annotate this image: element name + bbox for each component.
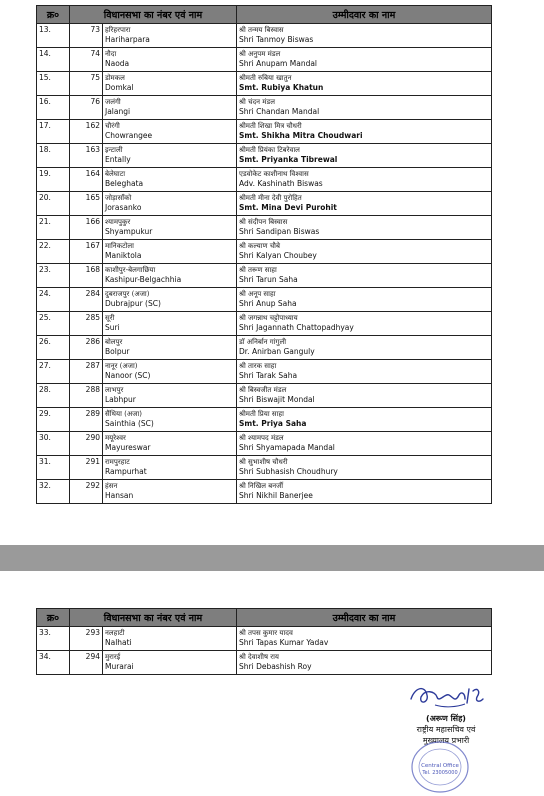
candidate-name-english: Shri Kalyan Choubey [239,251,317,260]
candidate-name-hindi: श्रीमती मीना देवी पुरोहित [239,194,302,202]
table-row [37,336,492,360]
table-row [37,456,492,480]
table-row [37,48,492,72]
constituency-name-hindi: जोड़ासाँको [105,194,132,202]
constituency-number: 294 [70,651,103,675]
candidate-name-hindi: श्री सुभाशीष चौधरी [239,458,288,466]
constituency-name-hindi: इन्टाली [105,146,123,154]
serial-number: 13. [37,24,70,48]
header-candidate: उम्मीदवार का नाम [237,609,492,627]
candidate-name-english: Smt. Priya Saha [239,419,307,428]
candidate-name-hindi: श्री कल्याण चौबे [239,242,280,250]
serial-number: 25. [37,312,70,336]
constituency-number: 290 [70,432,103,456]
serial-number: 16. [37,96,70,120]
candidate-name-hindi: श्री बिस्वजीत मंडल [239,386,287,394]
serial-number: 18. [37,144,70,168]
table-header-row [37,609,492,627]
candidate-name-hindi: श्री अनूप साहा [239,290,276,298]
table-row [37,408,492,432]
constituency-name-english: Kashipur-Belgachhia [105,275,182,284]
constituency-name-english: Nalhati [105,638,132,647]
candidate-cell [237,432,492,456]
constituency-number: 165 [70,192,103,216]
serial-number: 22. [37,240,70,264]
constituency-name-english: Nanoor (SC) [105,371,151,380]
candidate-table-page-2 [36,608,492,675]
candidate-cell [237,312,492,336]
constituency-cell [103,336,237,360]
constituency-name-hindi: रामपुरहाट [105,458,130,466]
handwritten-signature [405,681,487,711]
constituency-number: 287 [70,360,103,384]
candidate-name-hindi: श्री संदीपन बिस्वास [239,218,288,226]
constituency-name-hindi: नौदा [105,50,117,58]
candidate-name-english: Dr. Anirban Ganguly [239,347,315,356]
candidate-name-hindi: श्री तपस कुमार यादव [239,629,293,637]
candidate-cell [237,240,492,264]
header-serial: क्र० [37,609,70,627]
constituency-cell [103,168,237,192]
constituency-name-hindi: डोमकल [105,74,125,82]
candidate-name-hindi: श्री चंदन मंडल [239,98,275,106]
candidate-name-english: Shri Sandipan Biswas [239,227,320,236]
constituency-cell [103,72,237,96]
constituency-cell [103,627,237,651]
constituency-name-english: Dubrajpur (SC) [105,299,161,308]
candidate-table-page-1 [36,5,492,504]
constituency-number: 288 [70,384,103,408]
candidate-name-english: Shri Anupam Mandal [239,59,318,68]
table-row [37,360,492,384]
serial-number: 33. [37,627,70,651]
serial-number: 29. [37,408,70,432]
serial-number: 24. [37,288,70,312]
constituency-number: 293 [70,627,103,651]
candidate-cell [237,480,492,504]
candidate-cell [237,288,492,312]
constituency-name-hindi: मयूरेश्वर [105,434,126,442]
candidate-name-hindi: श्री अनुपम मंडल [239,50,281,58]
constituency-name-hindi: लाभपुर [105,386,124,394]
header-constituency: विधानसभा का नंबर एवं नाम [70,6,237,24]
serial-number: 31. [37,456,70,480]
candidate-name-english: Shri Debashish Roy [239,662,312,671]
table-row [37,192,492,216]
constituency-cell [103,96,237,120]
serial-number: 17. [37,120,70,144]
constituency-name-english: Mayureswar [105,443,151,452]
candidate-cell [237,168,492,192]
serial-number: 23. [37,264,70,288]
serial-number: 14. [37,48,70,72]
candidate-cell [237,360,492,384]
constituency-name-english: Shyampukur [105,227,153,236]
constituency-number: 162 [70,120,103,144]
candidate-name-hindi: श्री निखिल बनर्जी [239,482,284,490]
candidate-cell [237,336,492,360]
document-page-2 [0,571,544,796]
candidate-name-english: Shri Chandan Mandal [239,107,320,116]
candidate-cell [237,384,492,408]
serial-number: 30. [37,432,70,456]
constituency-name-english: Bolpur [105,347,130,356]
candidate-name-english: Smt. Shikha Mitra Choudwari [239,131,363,140]
candidate-name-hindi: श्री तारक साहा [239,362,277,370]
candidate-name-english: Shri Anup Saha [239,299,297,308]
constituency-cell [103,24,237,48]
constituency-cell [103,360,237,384]
candidate-name-english: Shri Shyamapada Mandal [239,443,335,452]
serial-number: 20. [37,192,70,216]
constituency-name-english: Suri [105,323,120,332]
candidate-cell [237,24,492,48]
table-row [37,480,492,504]
constituency-name-hindi: हंसन [105,482,118,490]
constituency-name-english: Hariharpara [105,35,150,44]
table-row [37,240,492,264]
candidate-name-english: Shri Tarak Saha [239,371,298,380]
constituency-number: 167 [70,240,103,264]
constituency-cell [103,264,237,288]
candidate-name-hindi: श्री देवाशीष राय [239,653,279,661]
constituency-name-english: Maniktola [105,251,142,260]
constituency-number: 286 [70,336,103,360]
constituency-name-hindi: हरिहरपारा [105,26,131,34]
candidate-name-english: Adv. Kashinath Biswas [239,179,323,188]
serial-number: 26. [37,336,70,360]
constituency-cell [103,144,237,168]
header-serial: क्र० [37,6,70,24]
constituency-name-hindi: चौरंगी [105,122,120,130]
table-row [37,216,492,240]
constituency-name-hindi: दुबराजपुर (अजा) [105,290,150,298]
constituency-name-hindi: बेलेघाटा [105,170,126,178]
constituency-name-hindi: नलहाटी [105,629,125,637]
constituency-number: 284 [70,288,103,312]
constituency-number: 76 [70,96,103,120]
table-row [37,312,492,336]
constituency-number: 73 [70,24,103,48]
candidate-name-hindi: श्री तन्मय बिस्वास [239,26,284,34]
constituency-cell [103,384,237,408]
candidate-name-english: Smt. Rubiya Khatun [239,83,324,92]
candidate-name-hindi: डॉ अनिर्बान गांगुली [239,338,287,346]
candidate-name-hindi: श्रीमती प्रियंका टिबरेवाल [239,146,300,154]
candidate-name-hindi: एडवोकेट काशीनाथ विश्वास [239,170,309,178]
table-row [37,384,492,408]
candidate-cell [237,216,492,240]
table-row [37,168,492,192]
constituency-name-english: Labhpur [105,395,136,404]
candidate-name-hindi: श्री तरूण साहा [239,266,277,274]
candidate-cell [237,72,492,96]
constituency-number: 163 [70,144,103,168]
candidate-cell [237,192,492,216]
candidate-name-hindi: श्रीमती रुबिया खातुन [239,74,292,82]
constituency-cell [103,480,237,504]
constituency-cell [103,288,237,312]
constituency-name-english: Domkal [105,83,134,92]
constituency-number: 289 [70,408,103,432]
constituency-number: 168 [70,264,103,288]
constituency-cell [103,48,237,72]
serial-number: 34. [37,651,70,675]
candidate-cell [237,48,492,72]
candidate-cell [237,120,492,144]
candidate-cell [237,408,492,432]
constituency-name-hindi: जलंगी [105,98,121,106]
constituency-number: 285 [70,312,103,336]
table-row [37,264,492,288]
candidate-name-hindi: श्री जगन्नाथ चट्टोपाध्याय [239,314,298,322]
constituency-cell [103,432,237,456]
table-row [37,651,492,675]
constituency-name-hindi: सूरी [105,314,115,322]
constituency-name-hindi: मानिकटोला [105,242,134,250]
constituency-number: 166 [70,216,103,240]
header-candidate: उम्मीदवार का नाम [237,6,492,24]
constituency-number: 164 [70,168,103,192]
constituency-cell [103,312,237,336]
constituency-name-english: Jalangi [105,107,131,116]
signatory-name: (अरूण सिंह) [426,714,466,723]
candidate-name-english: Shri Biswajit Mondal [239,395,315,404]
candidate-name-hindi: श्रीमती शिखा मित्र चौधरी [239,122,302,130]
candidate-name-english: Shri Tapas Kumar Yadav [239,638,329,647]
candidate-cell [237,144,492,168]
constituency-number: 75 [70,72,103,96]
constituency-cell [103,408,237,432]
serial-number: 15. [37,72,70,96]
constituency-name-english: Murarai [105,662,134,671]
serial-number: 32. [37,480,70,504]
constituency-cell [103,651,237,675]
constituency-name-english: Jorasanko [105,203,142,212]
constituency-name-hindi: नानूर (अजा) [105,362,138,370]
constituency-number: 292 [70,480,103,504]
serial-number: 27. [37,360,70,384]
constituency-number: 291 [70,456,103,480]
candidate-name-english: Shri Tarun Saha [239,275,298,284]
constituency-name-hindi: श्यामपुकुर [105,218,131,226]
candidate-cell [237,264,492,288]
signatory-title-line-2: मुख्यालय प्रभारी [422,736,470,745]
candidate-name-english: Shri Subhasish Choudhury [239,467,338,476]
constituency-cell [103,120,237,144]
signatory-title-line-1: राष्ट्रीय महासचिव एवं [416,725,476,734]
candidate-cell [237,96,492,120]
serial-number: 19. [37,168,70,192]
table-row [37,144,492,168]
constituency-number: 74 [70,48,103,72]
table-row [37,288,492,312]
candidate-name-english: Shri Jagannath Chattopadhyay [239,323,354,332]
constituency-name-hindi: सैंथिया (अजा) [105,410,142,418]
candidate-name-hindi: श्री श्यामपद मंडल [239,434,284,442]
candidate-name-english: Smt. Mina Devi Purohit [239,203,337,212]
constituency-name-english: Rampurhat [105,467,147,476]
constituency-name-english: Hansan [105,491,134,500]
signature-block [376,681,516,746]
candidate-name-hindi: श्रीमती प्रिया साहा [239,410,284,418]
constituency-cell [103,216,237,240]
table-row [37,96,492,120]
candidate-name-english: Shri Nikhil Banerjee [239,491,313,500]
constituency-name-english: Beleghata [105,179,144,188]
constituency-cell [103,240,237,264]
constituency-name-english: Naoda [105,59,130,68]
constituency-name-hindi: मुरारई [105,653,121,661]
candidate-cell [237,651,492,675]
constituency-cell [103,456,237,480]
serial-number: 21. [37,216,70,240]
constituency-cell [103,192,237,216]
constituency-name-english: Chowrangee [105,131,153,140]
constituency-name-english: Sainthia (SC) [105,419,154,428]
serial-number: 28. [37,384,70,408]
candidate-cell [237,456,492,480]
header-constituency: विधानसभा का नंबर एवं नाम [70,609,237,627]
table-header-row [37,6,492,24]
constituency-name-english: Entally [105,155,131,164]
stamp-line-2: Tel. 23005000 [422,770,458,776]
candidate-cell [237,627,492,651]
constituency-name-hindi: बोलपुर [105,338,123,346]
table-row [37,432,492,456]
office-seal-stamp [410,740,470,794]
table-row [37,24,492,48]
candidate-name-english: Smt. Priyanka Tibrewal [239,155,338,164]
page-separator [0,545,544,571]
table-row [37,627,492,651]
candidate-name-english: Shri Tanmoy Biswas [239,35,314,44]
stamp-line-1: Central Office [421,763,459,769]
table-row [37,120,492,144]
constituency-name-hindi: काशीपुर-बेलगाछिया [105,266,156,274]
table-row [37,72,492,96]
